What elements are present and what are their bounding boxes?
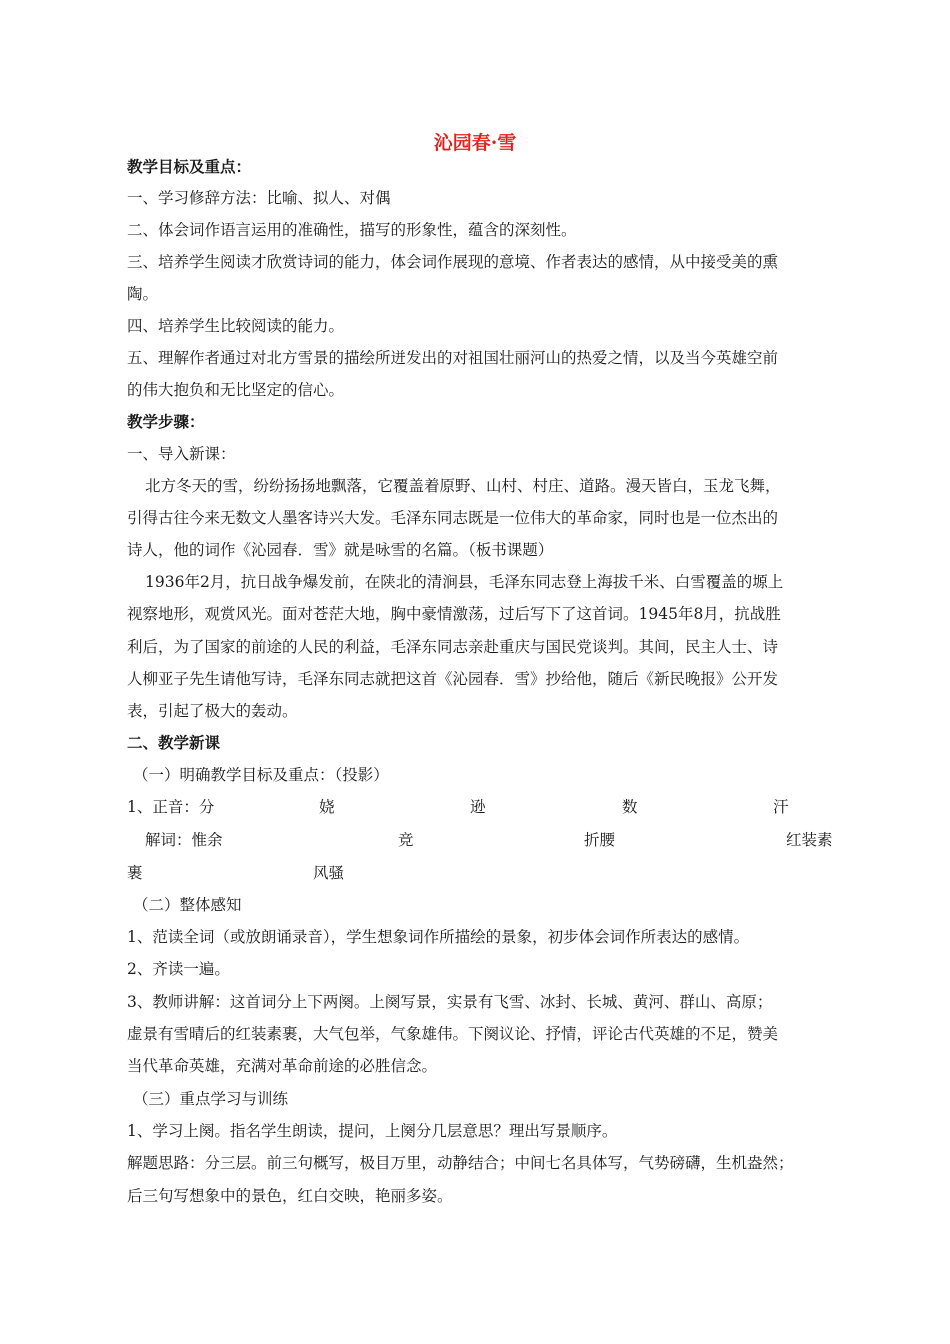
history-paragraph-line: 利后，为了国家的前途的人民的利益，毛泽东同志亲赴重庆与国民党谈判。其间，民主人士、诗 — [127, 638, 779, 656]
pronunciation-word: 逊 — [470, 798, 486, 816]
pronunciation-word: 汗 — [773, 798, 789, 816]
intro-heading: 一、导入新课： — [127, 445, 236, 463]
history-paragraph-line: 人柳亚子先生请他写诗，毛泽东同志就把这首《沁园春．雪》抄给他，随后《新民晚报》公开发 — [127, 670, 779, 688]
goal-line: 二、体会词作语言运用的准确性，描写的形象性，蕴含的深刻性。 — [127, 221, 577, 239]
history-paragraph-line: 表，引起了极大的轰动。 — [127, 702, 298, 720]
goal-line: 五、理解作者通过对北方雪景的描绘所迸发出的对祖国壮丽河山的热爱之情，以及当今英雄空前 — [127, 349, 779, 367]
new-lesson-heading: 二、教学新课 — [127, 733, 221, 752]
section-two-line: 3、教师讲解：这首词分上下两阕。上阕写景，实景有飞雪、冰封、长城、黄河、群山、高原； — [127, 993, 773, 1011]
section-two-line: 1、范读全词（或放朗诵录音），学生想象词作所描绘的景象，初步体会词作所表达的感情。 — [127, 928, 750, 946]
section-two-line: 虚景有雪晴后的红装素裹，大气包举，气象雄伟。下阕议论、抒情，评论古代英雄的不足，赞美 — [127, 1025, 779, 1043]
steps-heading: 教学步骤： — [127, 412, 205, 431]
goals-heading: 教学目标及重点： — [127, 157, 252, 176]
section-two-heading: （二）整体感知 — [133, 896, 242, 914]
vocabulary-word: 竞 — [398, 831, 414, 849]
goal-line: 三、培养学生阅读才欣赏诗词的能力，体会词作展现的意境、作者表达的感情，从中接受美的熏 — [127, 253, 779, 271]
document-title: 沁园春·雪 — [433, 132, 517, 154]
section-three-heading: （三）重点学习与训练 — [133, 1090, 289, 1108]
pronunciation-word: 娆 — [319, 798, 335, 816]
intro-paragraph-line: 北方冬天的雪，纷纷扬扬地飘落，它覆盖着原野、山村、村庄、道路。漫天皆白，玉龙飞舞， — [145, 477, 781, 495]
section-two-line: 当代革命英雄，充满对革命前途的必胜信念。 — [127, 1057, 438, 1075]
goal-line: 一、学习修辞方法：比喻、拟人、对偶 — [127, 189, 391, 207]
vocabulary-word: 红装素 — [786, 831, 833, 849]
section-three-line: 解题思路：分三层。前三句概写，极目万里，动静结合；中间七名具体写，气势磅礴，生机盎然； — [127, 1154, 794, 1172]
vocabulary-word: 风骚 — [313, 864, 345, 882]
section-two-line: 2、齐读一遍。 — [127, 960, 230, 978]
section-three-line: 1、学习上阕。指名学生朗读，提问，上阕分几层意思？理出写景顺序。 — [127, 1122, 618, 1140]
intro-paragraph-line: 诗人，他的词作《沁园春．雪》就是咏雪的名篇。（板书课题） — [127, 541, 554, 559]
goal-line: 陶。 — [127, 285, 159, 303]
intro-paragraph-line: 引得古往今来无数文人墨客诗兴大发。毛泽东同志既是一位伟大的革命家，同时也是一位杰出的 — [127, 509, 779, 527]
vocabulary-word: 裹 — [127, 864, 143, 882]
history-paragraph-line: 1936年2月，抗日战争爆发前，在陕北的清涧县，毛泽东同志登上海拔千米、白雪覆盖的塬上 — [145, 573, 784, 591]
history-paragraph-line: 视察地形，观赏风光。面对苍茫大地，胸中豪情激荡，过后写下了这首词。1945年8月，抗战胜 — [127, 605, 781, 623]
vocabulary-word: 折腰 — [584, 831, 616, 849]
pronunciation-label: 1、正音：分 — [127, 798, 215, 816]
goal-line: 的伟大抱负和无比坚定的信心。 — [127, 381, 345, 399]
goal-line: 四、培养学生比较阅读的能力。 — [127, 317, 345, 335]
section-one-heading: （一）明确教学目标及重点：（投影） — [133, 766, 389, 784]
section-three-line: 后三句写想象中的景色，红白交映，艳丽多姿。 — [127, 1187, 453, 1205]
pronunciation-word: 数 — [622, 798, 638, 816]
vocabulary-label: 解词：惟余 — [145, 831, 223, 849]
